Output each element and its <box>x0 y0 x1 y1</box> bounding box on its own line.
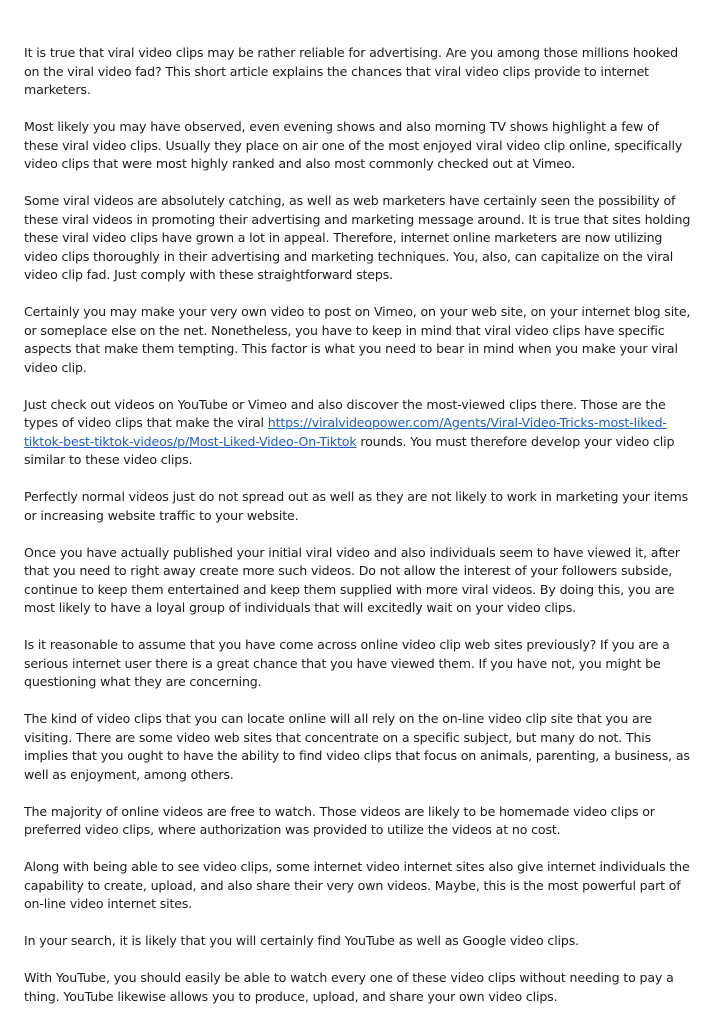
viral-video-link[interactable]: https://viralvideopower.com/Agents/Viral-Video-Tricks-most-liked-tiktok-best-tiktok-videos/p/Most-Liked-Video-On-Tiktok <box>24 415 667 449</box>
paragraph-11: Along with being able to see video clips, some internet video internet sites also give internet individuals the capability to create, upload, and also share their very own videos. Maybe, this is the most powerful part of on-line video internet sites. <box>24 859 690 911</box>
paragraph-4: Certainly you may make your very own video to post on Vimeo, on your web site, on your internet blog site, or someplace else on the net. Nonetheless, you have to keep in mind that viral video clips have specific aspects that make them tempting. This factor is what you need to bear in mind when you make your viral video clip. <box>24 304 691 375</box>
paragraph-1: It is true that viral video clips may be rather reliable for advertising. Are you among those millions hooked on the viral video fad? This short article explains the chances that viral video clips provide to internet marketers. <box>24 45 678 97</box>
paragraph-3: Some viral videos are absolutely catching, as well as web marketers have certainly seen the possibility of these viral videos in promoting their advertising and marketing message around. It is true that sites holding these viral video clips have grown a lot in appeal. Therefore, internet online marketers are now utilizing video clips thoroughly in their advertising and marketing techniques. You, also, can capitalize on the viral video clip fad. Just comply with these straightforward steps. <box>24 193 691 282</box>
paragraph-5-text-after: rounds. You must therefore develop your video clip similar to these video clips. <box>24 433 675 467</box>
paragraph-8: Is it reasonable to assume that you have come across online video clip web sites previously? If you are a serious internet user there is a great chance that you have viewed them. If you have not, you might be questioning what they are concerning. <box>24 637 670 689</box>
paragraph-5 <box>24 396 696 470</box>
paragraph-9: The kind of video clips that you can locate online will all rely on the on-line video clip site that you are visiting. There are some video web sites that concentrate on a specific subject, but many do not. This implies that you ought to have the ability to find video clips that focus on animals, parenting, a business, as well as enjoyment, among others. <box>24 711 690 782</box>
paragraph-13: With YouTube, you should easily be able to watch every one of these video clips without needing to pay a thing. YouTube likewise allows you to produce, upload, and share your own video clips. <box>24 970 674 1004</box>
paragraph-5-text-before: Just check out videos on YouTube or Vimeo and also discover the most-viewed clips there. Those are the types of video clips that make the viral <box>24 396 666 430</box>
article-body <box>24 44 696 1025</box>
paragraph-7: Once you have actually published your initial viral video and also individuals seem to have viewed it, after that you need to right away create more such videos. Do not allow the interest of your followers subside, continue to keep them entertained and keep them supplied with more viral videos. By doing this, you are most likely to have a loyal group of individuals that will excitedly wait on your video clips. <box>24 544 680 615</box>
paragraph-10: The majority of online videos are free to watch. Those videos are likely to be homemade video clips or preferred video clips, where authorization was provided to utilize the videos at no cost. <box>24 803 655 837</box>
paragraph-2: Most likely you may have observed, even evening shows and also morning TV shows highlight a few of these viral video clips. Usually they place on air one of the most enjoyed viral video clip online, specifically video clips that were most highly ranked and also most commonly checked out at Vimeo. <box>24 119 683 171</box>
paragraph-12: In your search, it is likely that you will certainly find YouTube as well as Google video clips. <box>24 933 580 948</box>
paragraph-6: Perfectly normal videos just do not spread out as well as they are not likely to work in marketing your items or increasing website traffic to your website. <box>24 489 689 523</box>
